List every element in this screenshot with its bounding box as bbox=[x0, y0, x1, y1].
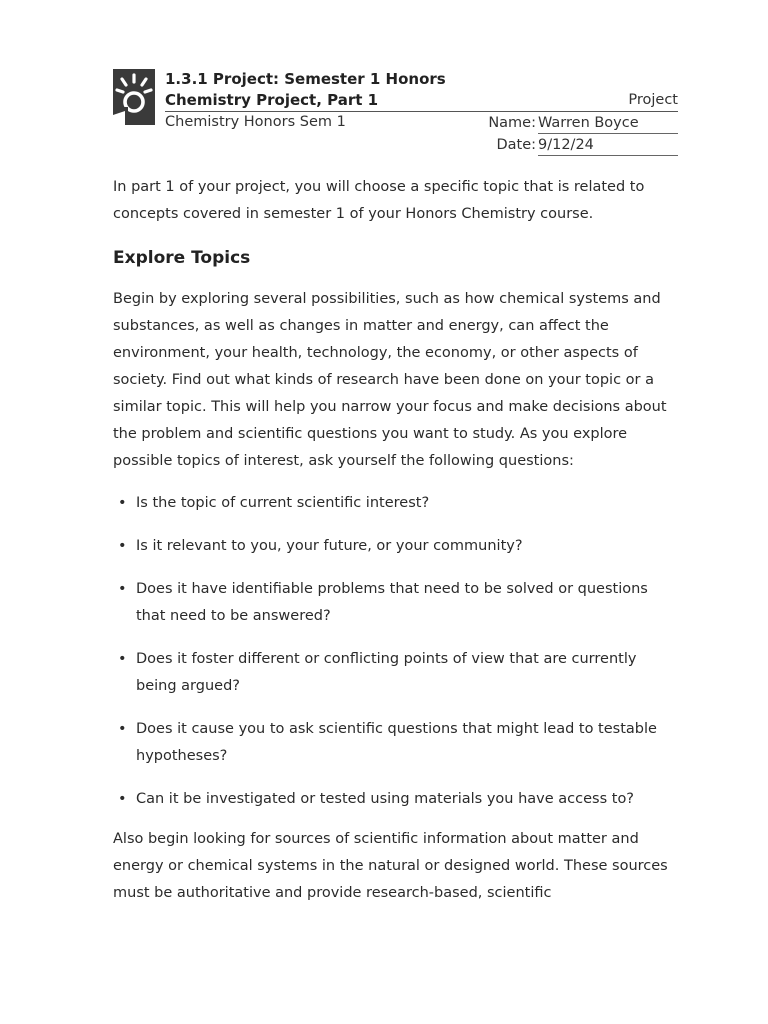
document-body bbox=[113, 174, 679, 907]
bullet-icon: • bbox=[118, 651, 127, 667]
bullet-icon: • bbox=[118, 538, 127, 554]
name-label: Name: bbox=[488, 115, 536, 131]
list-item bbox=[113, 576, 679, 630]
date-label: Date: bbox=[496, 137, 536, 153]
list-item bbox=[113, 490, 679, 517]
bullet-icon: • bbox=[118, 495, 127, 511]
list-item bbox=[113, 786, 679, 813]
list-item-text: Can it be investigated or tested using materials you have access to? bbox=[136, 791, 635, 807]
sunburst-logo-icon bbox=[113, 69, 155, 125]
sources-paragraph: Also begin looking for sources of scientific information about matter and energy or chemical systems in the natural or designed world. These sources must be authoritative and provide research-based, scientific bbox=[113, 831, 668, 901]
list-item-text: Is the topic of current scientific interest? bbox=[136, 495, 430, 511]
document-header bbox=[165, 69, 678, 111]
course-name: Chemistry Honors Sem 1 bbox=[165, 114, 346, 130]
bullet-icon: • bbox=[118, 581, 127, 597]
section-heading: Explore Topics bbox=[113, 248, 251, 268]
list-item-text: Does it have identifiable problems that need to be solved or questions that need to be answered? bbox=[136, 581, 648, 624]
date-value[interactable]: 9/12/24 bbox=[538, 135, 678, 156]
bullet-icon: • bbox=[118, 791, 127, 807]
document-type-label: Project bbox=[628, 92, 678, 108]
question-list bbox=[113, 490, 679, 813]
document-title-line-1: 1.3.1 Project: Semester 1 Honors bbox=[165, 70, 446, 88]
date-field bbox=[460, 135, 678, 156]
list-item-text: Is it relevant to you, your future, or your community? bbox=[136, 538, 523, 554]
name-value[interactable]: Warren Boyce bbox=[538, 113, 678, 134]
list-item bbox=[113, 716, 679, 770]
document-title-line-2: Chemistry Project, Part 1 bbox=[165, 91, 379, 109]
list-item-text: Does it cause you to ask scientific questions that might lead to testable hypotheses? bbox=[136, 721, 657, 764]
list-item bbox=[113, 646, 679, 700]
list-item bbox=[113, 533, 679, 560]
explore-paragraph: Begin by exploring several possibilities, such as how chemical systems and substances, as well as changes in matter and energy, can affect the environment, your health, technology, the economy, or other aspects of society. Find out what kinds of research have been done on your topic or a similar topic. This will help you narrow your focus and make decisions about the problem and scientific questions you want to study. As you explore possible topics of interest, ask yourself the following questions: bbox=[113, 291, 667, 469]
bullet-icon: • bbox=[118, 721, 127, 737]
list-item-text: Does it foster different or conflicting points of view that are currently being argued? bbox=[136, 651, 637, 694]
intro-paragraph: In part 1 of your project, you will choose a specific topic that is related to concepts covered in semester 1 of your Honors Chemistry course. bbox=[113, 179, 645, 222]
name-field bbox=[460, 113, 678, 134]
